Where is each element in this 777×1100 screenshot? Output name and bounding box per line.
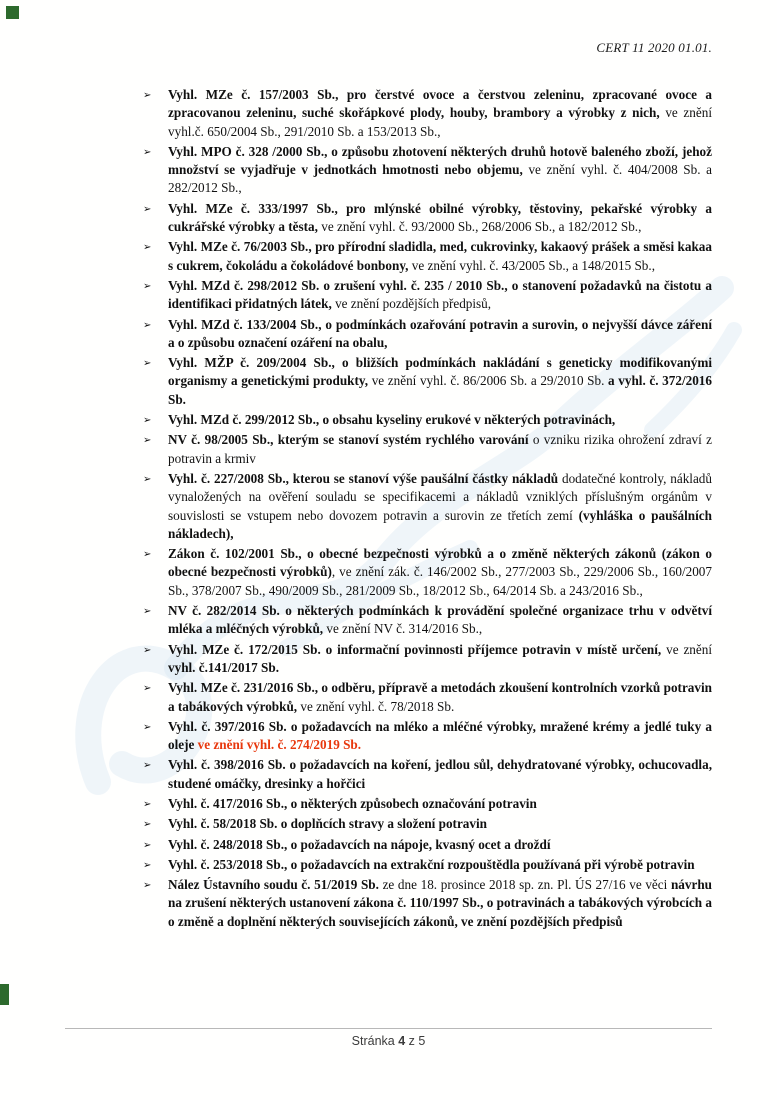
arrow-bullet-icon: ➢ xyxy=(143,473,152,485)
list-item xyxy=(143,641,712,678)
arrow-bullet-icon: ➢ xyxy=(143,146,152,158)
arrow-bullet-icon: ➢ xyxy=(143,644,152,656)
arrow-bullet-icon: ➢ xyxy=(143,203,152,215)
list-item xyxy=(143,238,712,275)
footer-divider xyxy=(65,1028,712,1029)
list-item xyxy=(143,200,712,237)
list-item xyxy=(143,545,712,600)
list-item-text: Vyhl. MZd č. 133/2004 Sb., o podmínkách ozařování potravin a surovin, o nejvyšší dávce záření a o způsobu označení ozáření na obalu, xyxy=(168,316,712,350)
list-item xyxy=(143,876,712,931)
arrow-bullet-icon: ➢ xyxy=(143,242,152,254)
arrow-bullet-icon: ➢ xyxy=(143,683,152,695)
list-item-text: Zákon č. 102/2001 Sb., o obecné bezpečnosti výrobků a o změně některých zákonů (zákon o obecné bezpečnosti výrobků), ve znění zák. č. 146/2002 Sb., 277/2003 Sb., 229/2006 Sb., 160/2007 Sb., 378/2007 Sb., 490/2009 Sb., 281/2009 Sb., 18/2012 Sb., 64/2014 Sb. a 243/2016 Sb., xyxy=(168,546,712,598)
list-item xyxy=(143,815,712,833)
list-item-text: Vyhl. MPO č. 328 /2000 Sb., o způsobu zhotovení některých druhů hotově baleného zboží, jehož množství se vyjadřuje v jednotkách hmotnosti nebo objemu, ve znění vyhl. č. 404/2008 Sb. a 282/2012 Sb., xyxy=(168,143,713,196)
list-item xyxy=(143,143,712,198)
list-item-text: Vyhl. MZe č. 157/2003 Sb., pro čerstvé ovoce a čerstvou zeleninu, zpracované ovoce a zpracovanou zeleninu, suché skořápkové plody, houby, brambory a výrobky z nich, ve znění vyhl.č. 650/2004 Sb., 291/2010 Sb. a 153/2013 Sb., xyxy=(168,87,712,139)
list-item-text: Vyhl. MZe č. 76/2003 Sb., pro přírodní sladidla, med, cukrovinky, kakaový prášek a směsi kakaa s cukrem, čokoládu a čokoládové bonbony, ve znění vyhl. č. 43/2005 Sb., a 148/2015 Sb., xyxy=(168,239,712,273)
list-item-text: Vyhl. MZe č. 172/2015 Sb. o informační povinnosti příjemce potravin v místě určení, ve znění vyhl. č.141/2017 Sb. xyxy=(168,641,712,675)
list-item xyxy=(143,718,712,755)
list-item-text: Vyhl. č. 397/2016 Sb. o požadavcích na mléko a mléčné výrobky, mražené krémy a jedlé tuky a oleje ve znění vyhl. č. 274/2019 Sb. xyxy=(168,718,712,753)
arrow-bullet-icon: ➢ xyxy=(143,798,152,810)
footer-separator: z xyxy=(405,1034,419,1048)
arrow-bullet-icon: ➢ xyxy=(143,721,152,733)
arrow-bullet-icon: ➢ xyxy=(143,880,152,892)
regulation-list xyxy=(143,86,712,933)
list-item-text: Vyhl. MZd č. 299/2012 Sb., o obsahu kyseliny erukové v některých potravinách, xyxy=(168,412,616,428)
page-footer xyxy=(0,1034,777,1048)
list-item xyxy=(143,86,712,141)
arrow-bullet-icon: ➢ xyxy=(143,435,152,447)
list-item-text: Vyhl. č. 227/2008 Sb., kterou se stanoví výše paušální částky nákladů dodatečné kontroly, nákladů vynaložených na ověření souladu se specifikacemi a nákladů vzniklých příslušným orgánům v souvislosti se vstupem nebo dovozem potravin a surovin ze třetích zemí (vyhláška o paušálních nákladech), xyxy=(168,470,712,541)
list-item xyxy=(143,277,712,314)
arrow-bullet-icon: ➢ xyxy=(143,549,152,561)
footer-page-number: 4 xyxy=(398,1034,406,1048)
list-item-text: Vyhl. MZe č. 333/1997 Sb., pro mlýnské obilné výrobky, těstoviny, pekařské výrobky a cukrářské výrobky a těsta, ve znění vyhl. č. 93/2000 Sb., 268/2006 Sb., a 182/2012 Sb., xyxy=(168,200,712,235)
list-item xyxy=(143,795,712,813)
footer-label: Stránka xyxy=(351,1034,399,1048)
list-item-text: Vyhl. MZd č. 298/2012 Sb. o zrušení vyhl. č. 235 / 2010 Sb., o stanovení požadavků na čistotu a identifikaci přidatných látek, ve znění pozdějších předpisů, xyxy=(168,277,712,312)
list-item xyxy=(143,411,712,429)
list-item xyxy=(143,836,712,854)
arrow-bullet-icon: ➢ xyxy=(143,606,152,618)
list-item-text: Vyhl. č. 58/2018 Sb. o doplňcích stravy a složení potravin xyxy=(168,816,487,832)
header-code: CERT 11 2020 01.01. xyxy=(596,40,712,55)
list-item-text: Vyhl. MŽP č. 209/2004 Sb., o bližších podmínkách nakládání s geneticky modifikovanými organismy a genetickými produkty, ve znění vyhl. č. 86/2006 Sb. a 29/2010 Sb. a vyhl. č. 372/2016 Sb. xyxy=(168,355,712,407)
scan-mark-top-left xyxy=(6,6,19,19)
footer-total-pages: 5 xyxy=(418,1034,426,1048)
list-item-text: Nález Ústavního soudu č. 51/2019 Sb. ze dne 18. prosince 2018 sp. zn. Pl. ÚS 27/16 ve věci návrhu na zrušení některých ustanovení zákona č. 110/1997 Sb., o potravinách a tabákových výrobcích a o změně a doplnění některých souvisejících zákonů, ve znění pozdějších předpisů xyxy=(168,877,712,929)
arrow-bullet-icon: ➢ xyxy=(143,90,152,101)
list-item xyxy=(143,756,712,793)
list-item xyxy=(143,470,712,543)
list-item xyxy=(143,602,712,639)
list-item xyxy=(143,679,712,716)
list-item xyxy=(143,316,712,353)
arrow-bullet-icon: ➢ xyxy=(143,358,152,370)
arrow-bullet-icon: ➢ xyxy=(143,859,152,871)
arrow-bullet-icon: ➢ xyxy=(143,319,152,331)
list-item xyxy=(143,856,712,874)
arrow-bullet-icon: ➢ xyxy=(143,280,152,292)
arrow-bullet-icon: ➢ xyxy=(143,839,152,851)
list-item-text: Vyhl. č. 417/2016 Sb., o některých způsobech označování potravin xyxy=(168,795,537,811)
arrow-bullet-icon: ➢ xyxy=(143,415,152,427)
scan-mark-left-edge xyxy=(0,984,9,1005)
list-item-text: Vyhl. č. 248/2018 Sb., o požadavcích na nápoje, kvasný ocet a droždí xyxy=(168,836,551,852)
list-item-text: NV č. 98/2005 Sb., kterým se stanoví systém rychlého varování o vzniku rizika ohrožení zdraví z potravin a krmiv xyxy=(168,432,712,466)
list-item xyxy=(143,354,712,409)
list-item-text: Vyhl. č. 253/2018 Sb., o požadavcích na extrakční rozpouštědla používaná při výrobě potravin xyxy=(168,856,695,872)
arrow-bullet-icon: ➢ xyxy=(143,819,152,831)
list-item-text: NV č. 282/2014 Sb. o některých podmínkách k provádění společné organizace trhu v odvětví mléka a mléčných výrobků, ve znění NV č. 314/2016 Sb., xyxy=(168,603,712,637)
list-item-text: Vyhl. MZe č. 231/2016 Sb., o odběru, přípravě a metodách zkoušení kontrolních vzorků potravin a tabákových výrobků, ve znění vyhl. č. 78/2018 Sb. xyxy=(168,680,712,714)
arrow-bullet-icon: ➢ xyxy=(143,760,152,772)
list-item-text: Vyhl. č. 398/2016 Sb. o požadavcích na koření, jedlou sůl, dehydratované výrobky, ochucovadla, studené omáčky, dresinky a hořčici xyxy=(168,757,712,791)
list-item xyxy=(143,431,712,468)
